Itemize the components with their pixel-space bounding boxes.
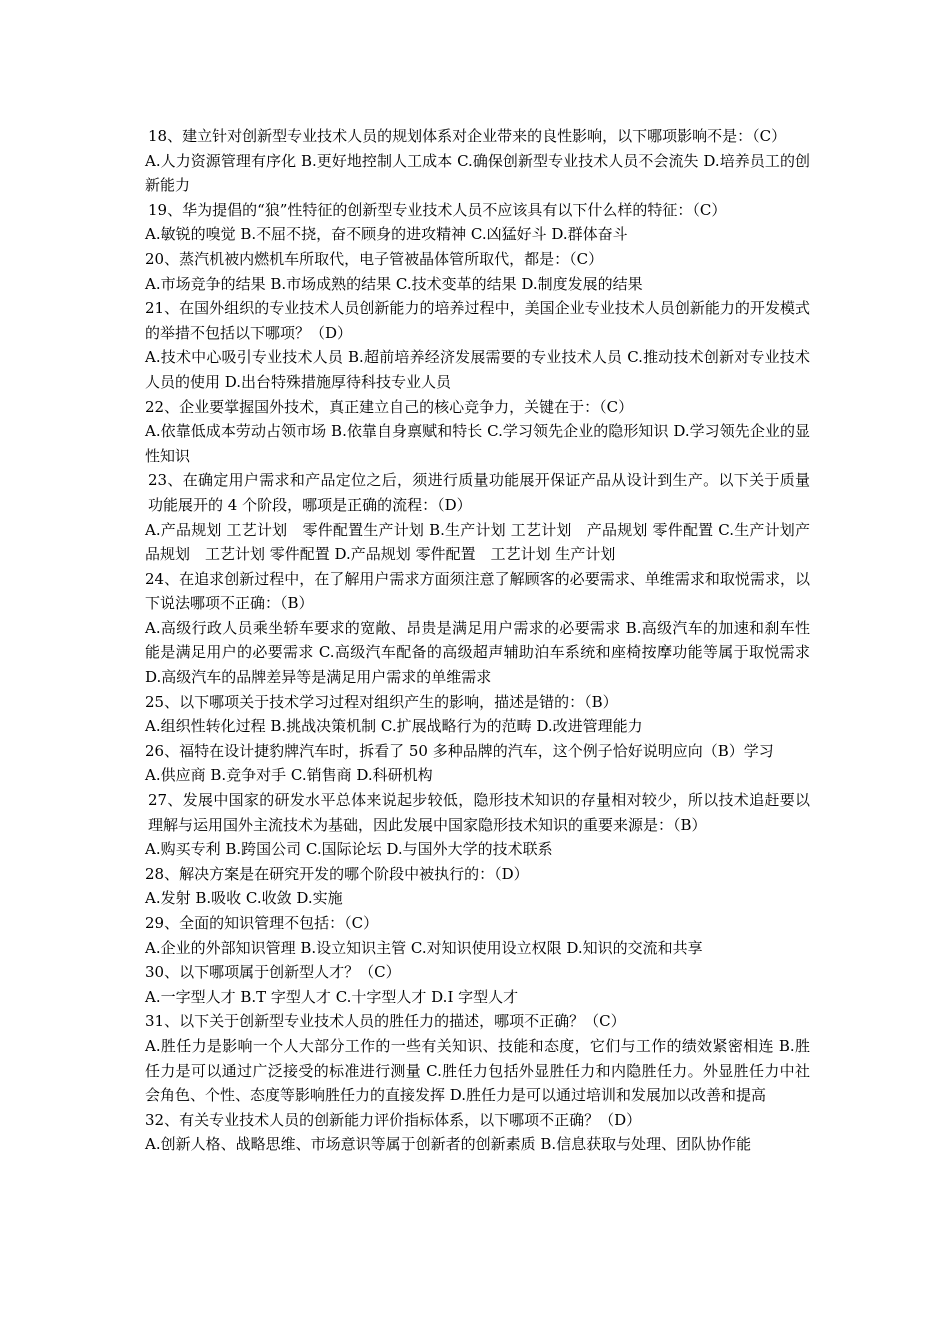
question-31-stem: 31、以下关于创新型专业技术人员的胜任力的描述，哪项不正确？（C） bbox=[145, 1012, 626, 1031]
question-28-stem: 28、解决方案是在研究开发的哪个阶段中被执行的：（D） bbox=[145, 864, 529, 883]
question-29-options: A.企业的外部知识管理 B.设立知识主管 C.对知识使用设立权限 D.知识的交流和共享 bbox=[145, 938, 703, 957]
question-18-options: A.人力资源管理有序化 B.更好地控制人工成本 C.确保创新型专业技术人员不会流失 D.培养员工的创新能力 bbox=[145, 151, 810, 195]
question-30-stem: 30、以下哪项属于创新型人才？（C） bbox=[145, 963, 401, 982]
question-24-options: A.高级行政人员乘坐轿车要求的宽敞、昂贵是满足用户需求的必要需求 B.高级汽车的加速和刹车性能是满足用户的必要需求 C.高级汽车配备的高级超声辅助泊车系统和座椅按摩功能等属于取悦需求 D.高级汽车的品牌差异等是满足用户需求的单维需求 bbox=[145, 618, 810, 687]
question-25-stem: 25、以下哪项关于技术学习过程对组织产生的影响，描述是错的：（B） bbox=[145, 692, 618, 711]
question-21-stem: 21、在国外组织的专业技术人员创新能力的培养过程中，美国企业专业技术人员创新能力的开发模式的举措不包括以下哪项？（D） bbox=[145, 299, 810, 342]
question-29-stem: 29、全面的知识管理不包括：（C） bbox=[145, 914, 379, 932]
question-28-options: A.发射 B.吸收 C.收敛 D.实施 bbox=[145, 889, 343, 908]
question-27-options: A.购买专利 B.跨国公司 C.国际论坛 D.与国外大学的技术联系 bbox=[145, 840, 553, 859]
question-25-options: A.组织性转化过程 B.挑战决策机制 C.扩展战略行为的范畴 D.改进管理能力 bbox=[145, 717, 643, 736]
question-30-options: A.一字型人才 B.T 字型人才 C.十字型人才 D.I 字型人才 bbox=[145, 987, 519, 1006]
question-32-stem: 32、有关专业技术人员的创新能力评价指标体系，以下哪项不正确？（D） bbox=[145, 1110, 642, 1129]
question-21-options: A.技术中心吸引专业技术人员 B.超前培养经济发展需要的专业技术人员 C.推动技术创新对专业技术人员的使用 D.出台特殊措施厚待科技专业人员 bbox=[145, 348, 810, 391]
question-20-options: A.市场竞争的结果 B.市场成熟的结果 C.技术变革的结果 D.制度发展的结果 bbox=[145, 274, 643, 293]
question-22-options: A.依靠低成本劳动占领市场 B.依靠自身禀赋和特长 C.学习领先企业的隐形知识 D.学习领先企业的显性知识 bbox=[145, 422, 810, 465]
question-31-options: A.胜任力是影响一个人大部分工作的一些有关知识、技能和态度，它们与工作的绩效紧密相连 B.胜任力是可以通过广泛接受的标准进行测量 C.胜任力包括外显胜任力和内隐胜任力。外显胜任力中社会角色、个性、态度等影响胜任力的直接发挥 D.胜任力是可以通过培训和发展加以改善和提高 bbox=[145, 1036, 810, 1105]
question-27-stem: 27、发展中国家的研发水平总体来说起步较低，隐形技术知识的存量相对较少，所以技术追赶要以理解与运用国外主流技术为基础，因此发展中国家隐形技术知识的重要来源是：（B） bbox=[148, 791, 810, 834]
question-24-stem: 24、在追求创新过程中，在了解用户需求方面须注意了解顾客的必要需求、单维需求和取悦需求，以下说法哪项不正确：（B） bbox=[145, 569, 810, 613]
question-18-stem: 18、建立针对创新型专业技术人员的规划体系对企业带来的良性影响，以下哪项影响不是：（C） bbox=[148, 127, 787, 145]
question-19-options: A.敏锐的嗅觉 B.不屈不挠，奋不顾身的进攻精神 C.凶猛好斗 D.群体奋斗 bbox=[145, 225, 628, 244]
question-19-stem: 19、华为提倡的“狼”性特征的创新型专业技术人员不应该具有以下什么样的特征：（C） bbox=[148, 200, 727, 219]
question-22-stem: 22、企业要掌握国外技术，真正建立自己的核心竞争力，关键在于：（C） bbox=[145, 397, 634, 416]
question-20-stem: 20、蒸汽机被内燃机车所取代，电子管被晶体管所取代，都是：（C） bbox=[145, 249, 604, 268]
question-32-options: A.创新人格、战略思维、市场意识等属于创新者的创新素质 B.信息获取与处理、团队协作能 bbox=[145, 1135, 752, 1154]
question-26-stem: 26、福特在设计捷豹牌汽车时，拆看了 50 多种品牌的汽车，这个例子恰好说明应向（B）学习 bbox=[145, 741, 774, 760]
question-23-stem: 23、在确定用户需求和产品定位之后，须进行质量功能展开保证产品从设计到生产。以下关于质量功能展开的 4 个阶段，哪项是正确的流程：（D） bbox=[148, 471, 810, 514]
document-page bbox=[145, 124, 810, 1157]
question-23-options: A.产品规划 工艺计划 零件配置生产计划 B.生产计划 工艺计划 产品规划 零件配置 C.生产计划产品规划 工艺计划 零件配置 D.产品规划 零件配置 工艺计划 生产计划 bbox=[145, 520, 810, 564]
question-26-options: A.供应商 B.竞争对手 C.销售商 D.科研机构 bbox=[145, 766, 433, 785]
